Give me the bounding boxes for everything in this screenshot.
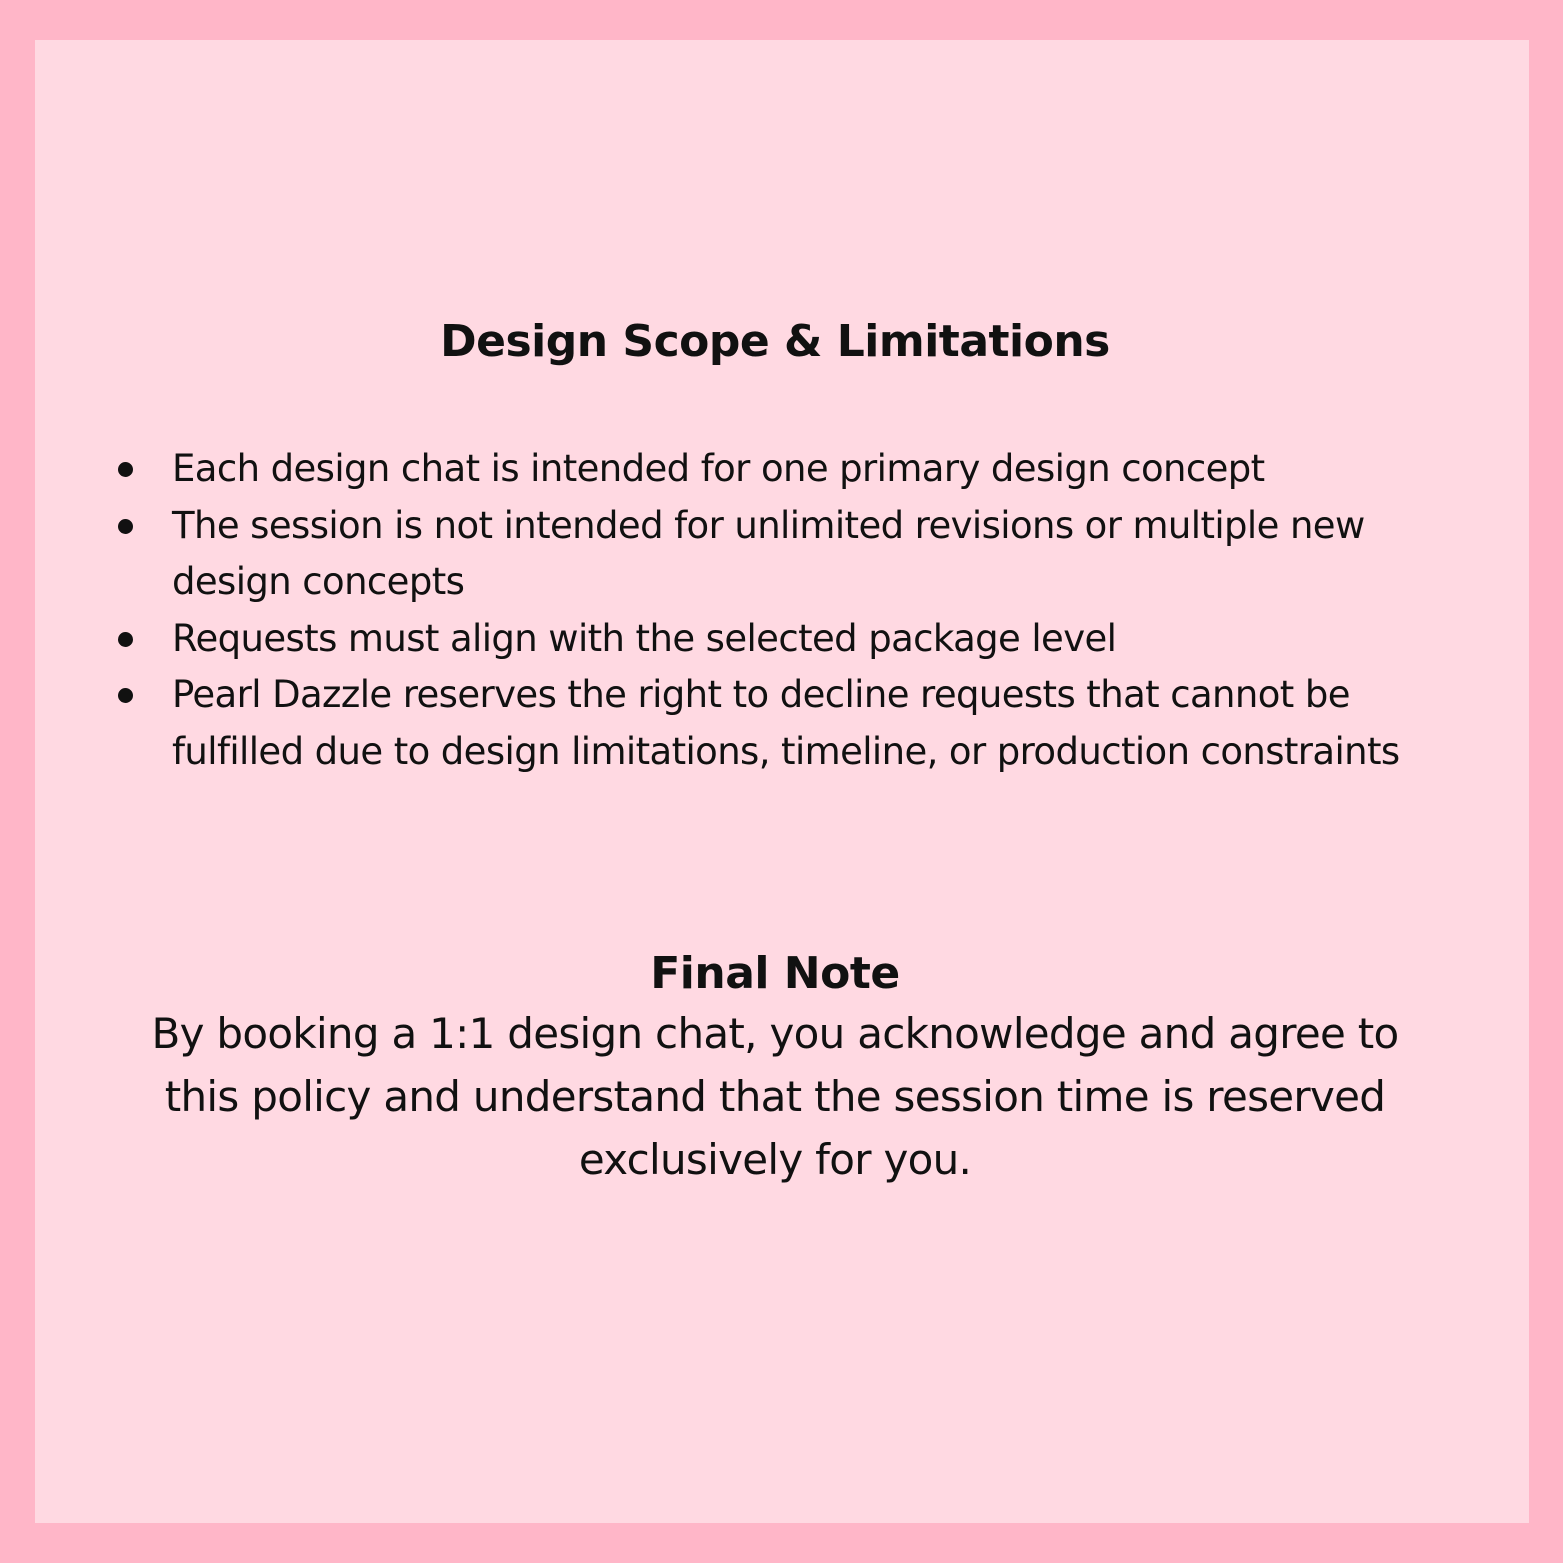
final-note-heading: Final Note <box>650 948 900 999</box>
bullet-icon <box>118 462 133 477</box>
list-item-text: Requests must align with the selected package level <box>172 616 1117 660</box>
list-item-text: Pearl Dazzle reserves the right to decline requests that cannot be fulfilled due to design limitations, timeline, or production constraints <box>172 673 1400 773</box>
bullet-icon <box>118 632 133 647</box>
list-item <box>172 611 1412 668</box>
list-item <box>172 667 1412 780</box>
scope-list <box>172 441 1412 780</box>
list-item <box>172 441 1412 498</box>
final-note-body: By booking a 1:1 design chat, you acknowledge and agree to this policy and understand that the session time is reserved exclusively for you. <box>151 1009 1399 1184</box>
policy-panel <box>35 40 1529 1523</box>
scope-heading: Design Scope & Limitations <box>440 316 1110 367</box>
list-item <box>172 498 1412 611</box>
bullet-icon <box>118 688 133 703</box>
list-item-text: The session is not intended for unlimited revisions or multiple new design concepts <box>172 503 1365 603</box>
bullet-icon <box>118 519 133 534</box>
list-item-text: Each design chat is intended for one primary design concept <box>172 447 1265 490</box>
